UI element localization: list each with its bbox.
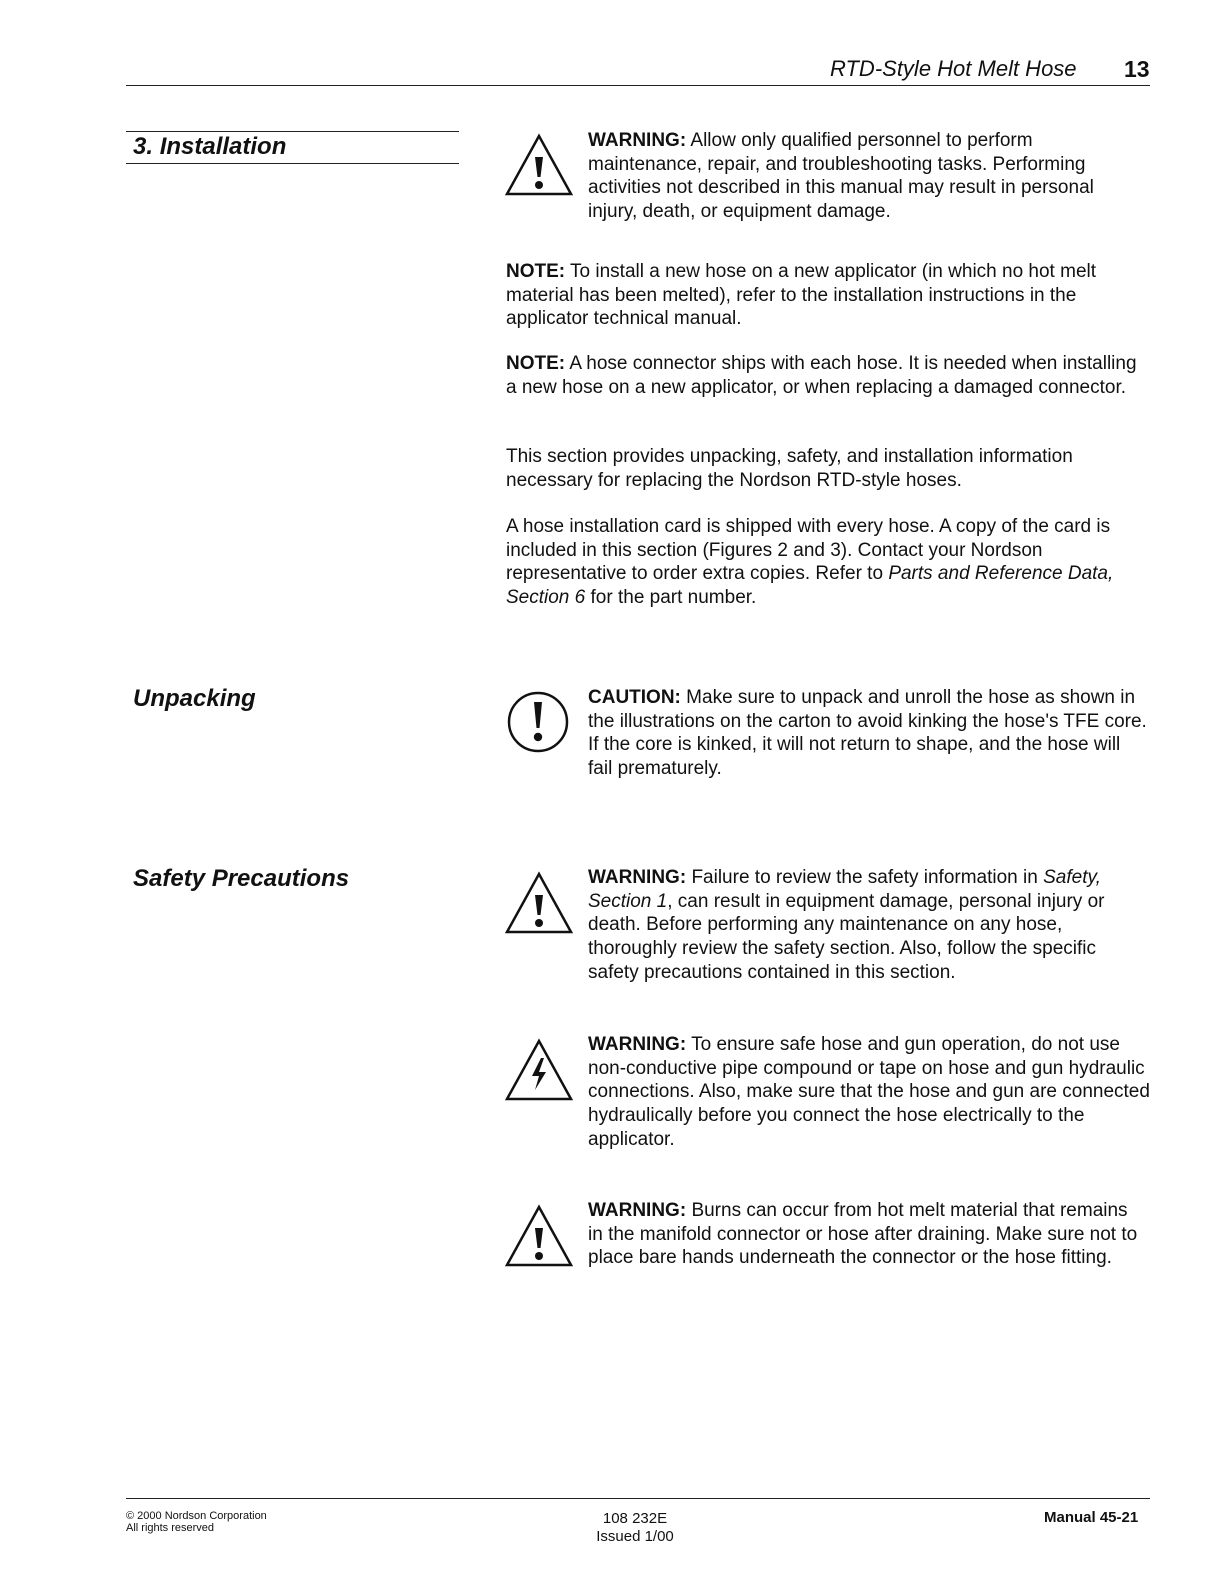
caution-unpack-hose [588, 686, 1148, 781]
footer-rule [126, 1498, 1150, 1499]
caution-text: Make sure to unpack and unroll the hose as shown in the illustrations on the carton to avoid kinking the hose's TFE core. If the core is kinked, it will not return to shape, and the hose will fail prematurely. [588, 687, 1147, 780]
warning-qualified-personnel [588, 129, 1133, 224]
safety-precautions-heading: Safety Precautions [133, 865, 350, 892]
footer-part-number-block [560, 1510, 710, 1546]
note-text: To install a new hose on a new applicator (in which no hot melt material has been melted), refer to the installation instructions in the applicator technical manual. [506, 261, 1097, 330]
warning-triangle-icon [504, 871, 574, 935]
parts-reference-link-text: Parts and Reference Data, Section 6 [506, 563, 1114, 609]
section-rule-bottom [126, 163, 459, 164]
running-header-title: RTD-Style Hot Melt Hose [830, 56, 1077, 81]
note-label: NOTE: [506, 261, 566, 282]
warning-triangle-icon [504, 1204, 574, 1268]
caution-circle-icon [506, 690, 570, 754]
caution-label: CAUTION: [588, 687, 681, 708]
part-number: 108 232E [602, 1510, 668, 1527]
note-label: NOTE: [506, 353, 566, 374]
warning-text: , can result in equipment damage, personal injury or death. Before performing any maintenance on any hose, thoroughly review the safety section. Also, follow the specific safety precautions contained in this section. [588, 890, 1105, 983]
warning-burns [588, 1199, 1143, 1270]
note-text: A hose connector ships with each hose. It is needed when installing a new hose on a new applicator, or when replacing a damaged connector. [506, 353, 1137, 398]
electrical-hazard-icon [504, 1038, 574, 1102]
warning-label: WARNING: [588, 1034, 687, 1055]
section-rule-top [126, 131, 459, 132]
manual-number: Manual 45-21 [1044, 1509, 1139, 1526]
note-hose-connector [506, 352, 1146, 399]
section-intro-paragraph: This section provides unpacking, safety, and installation information necessary for replacing the Nordson RTD-style hoses. [506, 446, 1073, 491]
rights-text: All rights reserved [126, 1522, 215, 1534]
warning-review-safety [588, 866, 1138, 985]
warning-text: To ensure safe hose and gun operation, do not use non-conductive pipe compound or tape on hose and gun hydraulic connections. Also, make sure that the hose and gun are connected hydraulically before you connect the hose electrically to the applicator. [588, 1034, 1150, 1150]
warning-hose-gun-connection [588, 1033, 1153, 1152]
copyright-text: © 2000 Nordson Corporation [126, 1510, 267, 1522]
section-number: 3. [133, 133, 154, 160]
warning-text: Failure to review the safety information in [691, 867, 1038, 888]
warning-text: Burns can occur from hot melt material that remains in the manifold connector or hose after draining. Make sure not to place bare hands underneath the connector or the hose fitting. [588, 1200, 1138, 1269]
issued-date: Issued 1/00 [596, 1528, 674, 1545]
unpacking-heading: Unpacking [133, 685, 256, 712]
section-heading [133, 133, 286, 161]
warning-triangle-icon [504, 133, 574, 197]
warning-label: WARNING: [588, 130, 687, 151]
footer-copyright-block [126, 1510, 267, 1534]
section-title: Installation [159, 133, 287, 160]
note-new-hose [506, 260, 1146, 331]
warning-text: Allow only qualified personnel to perform maintenance, repair, and troubleshooting tasks. Performing activities not described in this manual may result in personal injury, death, or equipment damage. [588, 130, 1094, 223]
page-number: 13 [1124, 56, 1150, 82]
header-rule [126, 85, 1150, 86]
paragraph-text: for the part number. [590, 587, 757, 609]
warning-label: WARNING: [588, 1200, 687, 1221]
paragraph-text: A hose installation card is shipped with every hose. A copy of the card is included in this section (Figures 2 and 3). Contact your Nordson representative to order extra copies. Refer to [506, 516, 1111, 585]
safety-section-reference: Safety, Section 1 [588, 867, 1101, 912]
installation-card-paragraph [506, 515, 1151, 610]
warning-label: WARNING: [588, 867, 687, 888]
